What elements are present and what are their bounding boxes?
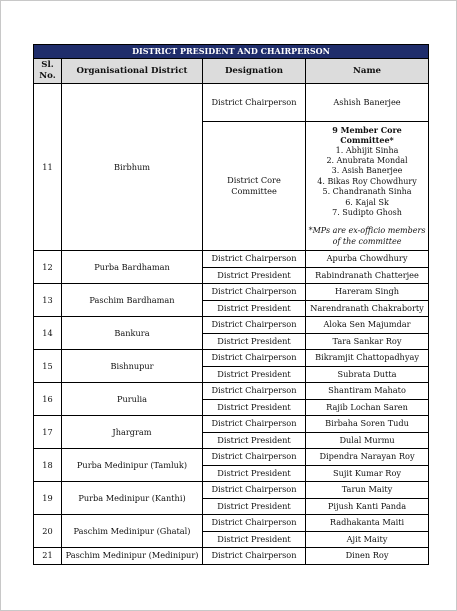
cell-designation: District Chairperson: [203, 317, 306, 334]
table-title: DISTRICT PRESIDENT AND CHAIRPERSON: [34, 45, 429, 59]
cell-district: Purba Medinipur (Kanthi): [62, 482, 203, 515]
cell-name: Rajib Lochan Saren: [306, 399, 429, 416]
cell-designation: District President: [203, 366, 306, 383]
core-member: 5. Chandranath Sinha: [322, 187, 412, 197]
table-row: [34, 416, 429, 433]
core-member: 7. Sudipto Ghosh: [332, 208, 402, 218]
cell-sl: 19: [34, 482, 62, 515]
cell-sl: 17: [34, 416, 62, 449]
cell-designation: District Chairperson: [203, 449, 306, 466]
cell-district: Bankura: [62, 317, 203, 350]
table-row: [34, 449, 429, 466]
cell-sl: 18: [34, 449, 62, 482]
cell-designation: District Chairperson: [203, 284, 306, 301]
cell-name: Rabindranath Chatterjee: [306, 267, 429, 284]
cell-district: Bishnupur: [62, 350, 203, 383]
table-row: [34, 548, 429, 565]
header-designation: Designation: [203, 59, 306, 84]
table-row-birbhum-chair: [34, 84, 429, 122]
cell-designation: District Chairperson: [203, 350, 306, 367]
cell-sl: 16: [34, 383, 62, 416]
cell-name: Ashish Banerjee: [306, 84, 429, 122]
district-table: [33, 44, 429, 565]
cell-district: Birbhum: [62, 84, 203, 251]
core-committee-cell: [306, 122, 429, 251]
cell-name: Birbaha Soren Tudu: [306, 416, 429, 433]
header-sl-no: Sl. No.: [34, 59, 62, 84]
cell-district: Paschim Bardhaman: [62, 284, 203, 317]
cell-designation: District Chairperson: [203, 515, 306, 532]
cell-designation: District President: [203, 333, 306, 350]
cell-name: Tarun Maity: [306, 482, 429, 499]
cell-designation: District Core Committee: [203, 122, 306, 251]
table-row: [34, 383, 429, 400]
core-member: 6. Kajal Sk: [345, 197, 389, 207]
cell-designation: District President: [203, 300, 306, 317]
cell-district: Paschim Medinipur (Ghatal): [62, 515, 203, 548]
cell-name: Dinen Roy: [306, 548, 429, 565]
table-row: [34, 515, 429, 532]
cell-name: Dulal Murmu: [306, 432, 429, 449]
cell-name: Tara Sankar Roy: [306, 333, 429, 350]
cell-sl: 20: [34, 515, 62, 548]
table-row: [34, 482, 429, 499]
table-row: [34, 317, 429, 334]
table-row: [34, 350, 429, 367]
cell-district: Purulia: [62, 383, 203, 416]
cell-name: Dipendra Narayan Roy: [306, 449, 429, 466]
cell-designation: District President: [203, 498, 306, 515]
cell-sl: 21: [34, 548, 62, 565]
cell-district: Purba Medinipur (Tamluk): [62, 449, 203, 482]
cell-designation: District President: [203, 531, 306, 548]
cell-district: Purba Bardhaman: [62, 251, 203, 284]
cell-name: Narendranath Chakraborty: [306, 300, 429, 317]
cell-designation: District Chairperson: [203, 548, 306, 565]
header-name: Name: [306, 59, 429, 84]
cell-name: Shantiram Mahato: [306, 383, 429, 400]
cell-name: Bikramjit Chattopadhyay: [306, 350, 429, 367]
table-row: [34, 251, 429, 268]
cell-designation: District President: [203, 399, 306, 416]
header-district: Organisational District: [62, 59, 203, 84]
cell-sl: 12: [34, 251, 62, 284]
cell-designation: District Chairperson: [203, 416, 306, 433]
cell-name: Apurba Chowdhury: [306, 251, 429, 268]
core-committee-members: [308, 146, 426, 219]
cell-name: Sujit Kumar Roy: [306, 465, 429, 482]
cell-designation: District President: [203, 267, 306, 284]
cell-designation: District Chairperson: [203, 251, 306, 268]
cell-sl: 15: [34, 350, 62, 383]
core-committee-note: *MPs are ex-officio members of the committee: [308, 226, 426, 246]
cell-sl: 11: [34, 84, 62, 251]
core-member: 2. Anubrata Mondal: [326, 155, 408, 165]
cell-sl: 13: [34, 284, 62, 317]
cell-district: Jhargram: [62, 416, 203, 449]
cell-designation: District Chairperson: [203, 383, 306, 400]
cell-designation: District Chairperson: [203, 482, 306, 499]
cell-name: Radhakanta Maiti: [306, 515, 429, 532]
core-committee-heading: 9 Member Core Committee*: [332, 124, 402, 146]
cell-sl: 14: [34, 317, 62, 350]
core-member: 3. Asish Banerjee: [331, 166, 403, 176]
cell-designation: District Chairperson: [203, 84, 306, 122]
cell-designation: District President: [203, 432, 306, 449]
cell-name: Aloka Sen Majumdar: [306, 317, 429, 334]
cell-name: Ajit Maity: [306, 531, 429, 548]
cell-name: Subrata Dutta: [306, 366, 429, 383]
cell-district: Paschim Medinipur (Medinipur): [62, 548, 203, 565]
core-member: 1. Abhijit Sinha: [335, 145, 399, 155]
cell-name: Pijush Kanti Panda: [306, 498, 429, 515]
table-row: [34, 284, 429, 301]
cell-designation: District President: [203, 465, 306, 482]
cell-name: Hareram Singh: [306, 284, 429, 301]
core-member: 4. Bikas Roy Chowdhury: [317, 176, 417, 186]
